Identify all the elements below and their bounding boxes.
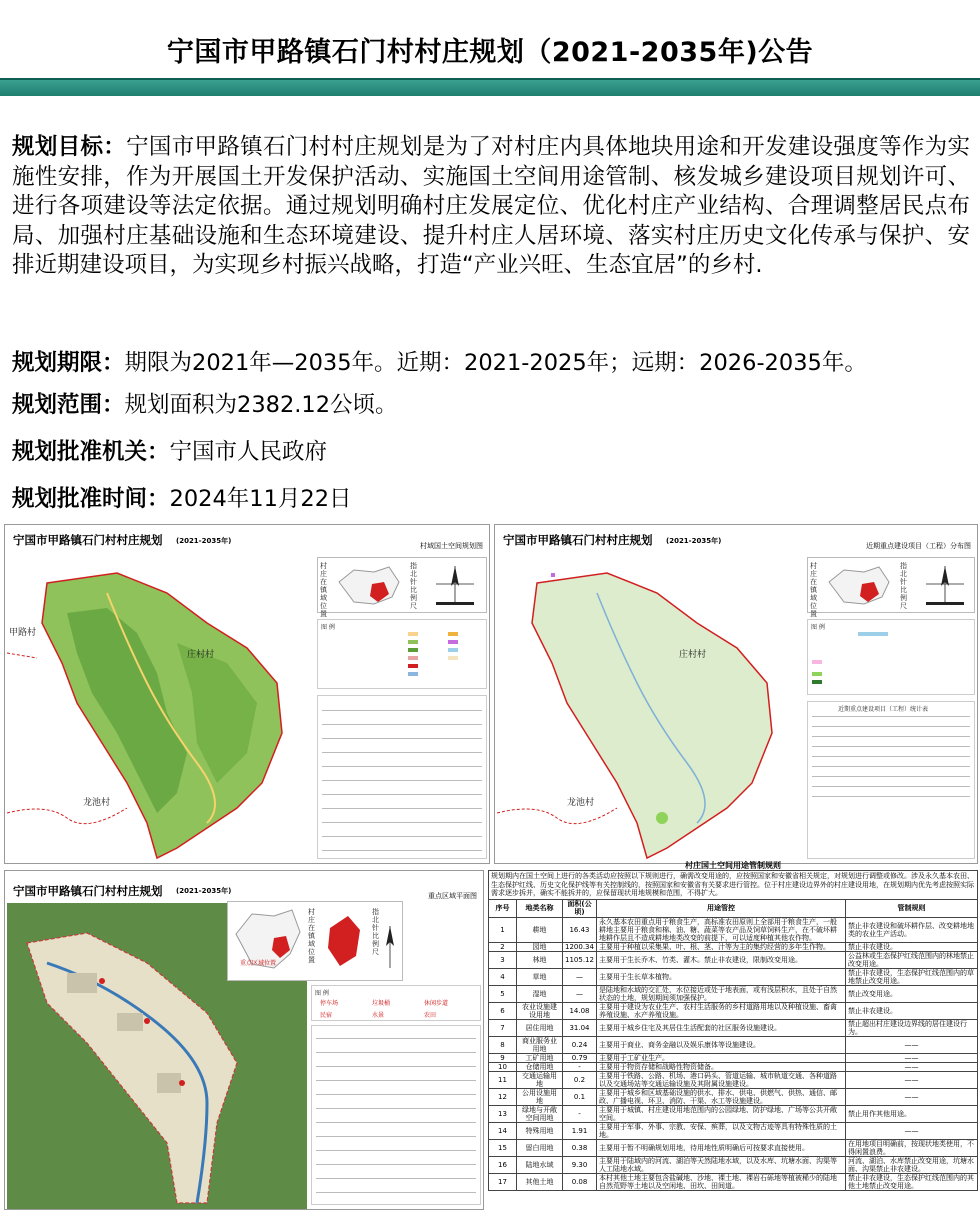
planning-authority xyxy=(12,434,327,466)
row-area: 31.04 xyxy=(563,1019,597,1036)
planning-range xyxy=(12,387,398,419)
row-area: — xyxy=(563,985,597,1002)
row-name: 仓储用地 xyxy=(517,1062,563,1071)
projects-table-title: 近期重点建设项目（工程）统计表 xyxy=(838,706,929,713)
plan-legend xyxy=(311,985,481,1021)
north-label: 指北针比例尺 xyxy=(900,562,907,610)
row-name: 交通运输用地 xyxy=(517,1071,563,1088)
row-rule: 禁止非农建设，生态保护红线范围内的其他土地禁止改变用途。 xyxy=(846,1173,978,1190)
row-rule: —— xyxy=(846,1122,978,1139)
row-no: 17 xyxy=(489,1173,517,1190)
table-row xyxy=(489,942,978,951)
panel-map-name: 重点区域平面图 xyxy=(428,892,477,900)
row-rule: —— xyxy=(846,1062,978,1071)
row-name: 公用设施用地 xyxy=(517,1088,563,1105)
row-area: 1105.12 xyxy=(563,951,597,968)
row-area: 1.91 xyxy=(563,1122,597,1139)
row-use: 主要用于生长草本植物。 xyxy=(597,968,846,985)
row-area: 0.38 xyxy=(563,1139,597,1156)
map-label-jialu: 甲路村 xyxy=(9,628,37,638)
row-rule: 禁止用作其他用途。 xyxy=(846,1105,978,1122)
table-row xyxy=(489,1156,978,1173)
row-use: 主要用于工矿业生产。 xyxy=(597,1053,846,1062)
row-name: 商业服务业用地 xyxy=(517,1036,563,1053)
range-text: 规划面积为2382.12公顷。 xyxy=(124,392,398,418)
land-use-rules xyxy=(488,861,978,1191)
map-legend xyxy=(317,619,487,689)
table-row xyxy=(489,1122,978,1139)
row-name: 湿地 xyxy=(517,985,563,1002)
authority-label: 规划批准机关： xyxy=(12,439,170,465)
table-row xyxy=(489,985,978,1002)
legend-farmland: 农田 xyxy=(424,1012,437,1019)
legend-title: 图 例 xyxy=(321,624,335,631)
town-outline-map xyxy=(334,562,404,610)
location-inset xyxy=(227,901,403,981)
row-rule: —— xyxy=(846,1088,978,1105)
date-text: 2024年11月22日 xyxy=(169,486,352,512)
row-no: 4 xyxy=(489,968,517,985)
row-name: 居住用地 xyxy=(517,1019,563,1036)
row-area: 0.2 xyxy=(563,1071,597,1088)
recent-projects-map xyxy=(497,553,803,863)
row-rule: 禁止非农建设，生态保护红线范围内的草地禁止改变用途。 xyxy=(846,968,978,985)
panel-title: 宁国市甲路镇石门村村庄规划 xyxy=(503,533,653,547)
legend-parking: 停车场 xyxy=(320,1000,339,1007)
panel-map-name: 村域国土空间规划图 xyxy=(420,542,483,550)
panel-map-name: 近期重点建设项目（工程）分布图 xyxy=(866,542,971,550)
row-name: 工矿用地 xyxy=(517,1053,563,1062)
row-use: 主要用于建设为农业生产、农村生活服务的乡村道路用地以及种植设施、畜禽养殖设施、水产养殖设施。 xyxy=(597,1002,846,1019)
row-use: 主要用于城乡住宅及其居住生活配套的社区服务设施建设。 xyxy=(597,1019,846,1036)
recent-projects-table xyxy=(807,701,975,859)
panel-subtitle: (2021-2035年) xyxy=(666,537,722,545)
row-use: 是陆地和水域的交汇处，水位接近或处于地表面，或有浅层积水，且处于自然状态的土地，规划期间须加强保护。 xyxy=(597,985,846,1002)
table-row xyxy=(489,1139,978,1156)
row-rule: 禁止超出村庄建设边界线的居住建设行为。 xyxy=(846,1019,978,1036)
planning-date xyxy=(12,481,352,513)
row-use: 主要用于暂不明确规划用地，待用地性质明确后可按要求直接使用。 xyxy=(597,1139,846,1156)
row-rule: 公益林或生态保护红线范围内的林地禁止改变用途。 xyxy=(846,951,978,968)
row-name: 农业设施建设用地 xyxy=(517,1002,563,1019)
row-use: 主要用于生长乔木、竹类、灌木。禁止非农建设，限制改变用途。 xyxy=(597,951,846,968)
row-rule: 在用地项目明确前，按现状地类使用，不得闲置浪费。 xyxy=(846,1139,978,1156)
row-no: 8 xyxy=(489,1036,517,1053)
rules-body xyxy=(489,917,978,1190)
legend-walkway: 休闲步道 xyxy=(424,1000,449,1007)
panel-land-use-map xyxy=(4,524,490,864)
panel-subtitle: (2021-2035年) xyxy=(176,887,232,895)
row-use: 主要用于铁路、公路、机场、港口码头、管道运输、城市轨道交通、各种道路以及交通场站等交通运输设施及其附属设施建设。 xyxy=(597,1071,846,1088)
row-name: 特殊用地 xyxy=(517,1122,563,1139)
page-title: 宁国市甲路镇石门村村庄规划（2021-2035年)公告 xyxy=(166,37,814,68)
row-no: 15 xyxy=(489,1139,517,1156)
table-row xyxy=(489,1053,978,1062)
row-name: 园地 xyxy=(517,942,563,951)
col-name: 地类名称 xyxy=(517,899,563,917)
inset-label: 村庄在镇域位置 xyxy=(810,562,817,618)
authority-text: 宁国市人民政府 xyxy=(169,439,328,465)
panel-subtitle: (2021-2035年) xyxy=(176,537,232,545)
row-rule: —— xyxy=(846,1071,978,1088)
row-no: 1 xyxy=(489,917,517,942)
inset-label: 村庄在镇域位置 xyxy=(320,562,327,618)
row-use: 主要用于陆域内的河流、湖泊等天然陆地水域，以及水库、坑塘水面、沟渠等人工陆地水域。 xyxy=(597,1156,846,1173)
north-arrow-icon xyxy=(430,562,480,608)
col-use: 用途管控 xyxy=(597,899,846,917)
legend-title: 图 例 xyxy=(315,990,329,997)
row-use: 本村其他土地主要包含盐碱地、沙地、裸土地、裸岩石砾地等植被稀少的陆地自然荒野等土地以及空闲地、田坎、田间道。 xyxy=(597,1173,846,1190)
table-row xyxy=(489,1062,978,1071)
period-label: 规划期限： xyxy=(12,350,125,376)
row-area: 1200.34 xyxy=(563,942,597,951)
row-rule: 禁止非农建设。 xyxy=(846,942,978,951)
table-row xyxy=(489,1088,978,1105)
row-use: 主要用于物资存储和战略性物资储备。 xyxy=(597,1062,846,1071)
planning-period xyxy=(12,345,867,377)
row-name: 其他土地 xyxy=(517,1173,563,1190)
table-row xyxy=(489,1019,978,1036)
row-name: 耕地 xyxy=(517,917,563,942)
row-area: 0.1 xyxy=(563,1088,597,1105)
row-area: 0.08 xyxy=(563,1173,597,1190)
row-no: 7 xyxy=(489,1019,517,1036)
row-name: 林地 xyxy=(517,951,563,968)
row-use: 主要用于城镇、村庄建设用地范围内的公园绿地、防护绿地、广场等公共开敞空间。 xyxy=(597,1105,846,1122)
row-use: 主要用于商业、商务金融以及娱乐康体等设施建设。 xyxy=(597,1036,846,1053)
key-area-tag: 重点区域位置 xyxy=(240,960,277,967)
row-no: 2 xyxy=(489,942,517,951)
col-area: 面积(公顷) xyxy=(563,899,597,917)
row-no: 9 xyxy=(489,1053,517,1062)
row-area: 9.30 xyxy=(563,1156,597,1173)
table-row xyxy=(489,968,978,985)
row-name: 绿地与开敞空间用地 xyxy=(517,1105,563,1122)
row-use: 主要用于城乡和区域基础设施的供水、排水、供电、供燃气、供热、通信、邮政、广播电视、环卫、消防、干渠、水工等设施建设。 xyxy=(597,1088,846,1105)
land-use-map xyxy=(7,553,313,863)
legend-waterscape: 水景 xyxy=(372,1012,385,1019)
panel-title: 宁国市甲路镇石门村村庄规划 xyxy=(13,884,163,898)
title-divider-bar xyxy=(0,78,980,96)
legend-title: 图 例 xyxy=(811,624,825,631)
col-no: 序号 xyxy=(489,899,517,917)
row-area: - xyxy=(563,1105,597,1122)
row-area: 16.43 xyxy=(563,917,597,942)
map-label-longchi: 龙池村 xyxy=(567,798,595,808)
north-label: 指北针比例尺 xyxy=(372,908,379,956)
map-label-zhuangcun: 庄村村 xyxy=(679,650,707,660)
location-inset xyxy=(807,557,975,618)
location-inset xyxy=(317,557,487,618)
row-use: 主要用于种植以采集果、叶、根、茎、汁等为主的集约经营的多年生作物。 xyxy=(597,942,846,951)
row-rule: 禁止改变用途。 xyxy=(846,985,978,1002)
table-row xyxy=(489,1173,978,1190)
table-row xyxy=(489,1036,978,1053)
legend-trashcan: 垃圾桶 xyxy=(372,1000,391,1007)
table-row xyxy=(489,951,978,968)
panel-title: 宁国市甲路镇石门村村庄规划 xyxy=(13,533,163,547)
row-name: 留白用地 xyxy=(517,1139,563,1156)
goal-text: 宁国市甲路镇石门村村庄规划是为了对村庄内具体地块用途和开发建设强度等作为实施性安排，作为开展国土开发保护活动、实施国土空间用途管制、核发城乡建设项目规划许可、进行各项建设等法定依据。通过规划明确村庄发展定位、优化村庄产业结构、合理调整居民点布局、加强村庄基础设施和生态环境建设、提升村庄人居环境、落实村庄历史文化传承与保护、安排近期建设项目，为实现乡村振兴战略，打造“产业兴旺、生态宜居”的乡村. xyxy=(12,134,970,278)
row-area: 0.24 xyxy=(563,1036,597,1053)
rules-caption: 村庄国土空间用途管制规则 xyxy=(685,861,781,870)
row-name: 草地 xyxy=(517,968,563,985)
row-use: 永久基本农田重点用于粮食生产，高标准农田原则上全部用于粮食生产，一般耕地主要用于粮食和棉、油、糖、蔬菜等农产品及饲草饲料生产，在不破坏耕地耕作层且不造成耕地地类改变的前提下，可以适度种植其他农作物。 xyxy=(597,917,846,942)
plan-control-table xyxy=(311,1025,481,1205)
row-area: — xyxy=(563,968,597,985)
row-no: 13 xyxy=(489,1105,517,1122)
table-row xyxy=(489,1071,978,1088)
row-rule: —— xyxy=(846,1036,978,1053)
range-label: 规划范围： xyxy=(12,392,125,418)
date-label: 规划批准时间： xyxy=(12,486,170,512)
row-rule: 禁止非农建设。 xyxy=(846,1002,978,1019)
panel-recent-projects-map xyxy=(494,524,978,864)
table-row xyxy=(489,1105,978,1122)
row-name: 陆地水域 xyxy=(517,1156,563,1173)
row-rule: 河流、湖泊、水库禁止改变用途，坑塘水面、沟渠禁止非农建设。 xyxy=(846,1156,978,1173)
rules-note: 规划期内在国土空间上进行的各类活动应按照以下规则进行，确需改变用途的，应按照国家和安徽省相关规定，对规划进行调整或修改。涉及永久基本农田、生态保护红线、历史文化保护线等有关控制线的，按照国家和安徽省有关要求进行管控。位于村庄建设边界外的村庄建设用地，在规划期内优先考虑按照实际需求逐步拆并，确实不能拆并的，应保留现状用地规模和范围，不得扩大。 xyxy=(488,870,978,899)
row-no: 12 xyxy=(489,1088,517,1105)
row-rule: 禁止非农建设和破坏耕作层、改变耕地地类的农业生产活动。 xyxy=(846,917,978,942)
inset-label: 村庄在镇域位置 xyxy=(308,908,315,964)
map-label-zhuangcun: 庄村村 xyxy=(187,650,215,660)
map-legend xyxy=(807,619,975,695)
north-label: 指北针比例尺 xyxy=(410,562,417,610)
rules-table xyxy=(488,899,978,1191)
north-arrow-icon xyxy=(378,922,402,972)
row-no: 6 xyxy=(489,1002,517,1019)
legend-homestay: 民宿 xyxy=(320,1012,333,1019)
table-row xyxy=(489,917,978,942)
row-no: 14 xyxy=(489,1122,517,1139)
row-area: - xyxy=(563,1062,597,1071)
row-rule: —— xyxy=(846,1053,978,1062)
row-no: 10 xyxy=(489,1062,517,1071)
row-no: 11 xyxy=(489,1071,517,1088)
row-area: 0.79 xyxy=(563,1053,597,1062)
town-detail-map xyxy=(320,908,370,974)
table-row xyxy=(489,1002,978,1019)
land-use-table-thumb xyxy=(317,695,487,859)
row-no: 5 xyxy=(489,985,517,1002)
row-area: 14.08 xyxy=(563,1002,597,1019)
planning-goal xyxy=(12,133,970,281)
panel-key-area-plan xyxy=(4,870,484,1210)
goal-label: 规划目标： xyxy=(12,134,127,160)
row-no: 3 xyxy=(489,951,517,968)
row-use: 主要用于军事、外事、宗教、安保、殡葬，以及文物古迹等具有特殊性质的土地。 xyxy=(597,1122,846,1139)
map-label-longchi: 龙池村 xyxy=(83,798,111,808)
row-no: 16 xyxy=(489,1156,517,1173)
town-outline-map xyxy=(824,562,894,610)
col-rule: 管制规则 xyxy=(846,899,978,917)
north-arrow-icon xyxy=(920,562,970,608)
period-text: 期限为2021年—2035年。近期：2021-2025年；远期：2026-2035年。 xyxy=(124,350,867,376)
